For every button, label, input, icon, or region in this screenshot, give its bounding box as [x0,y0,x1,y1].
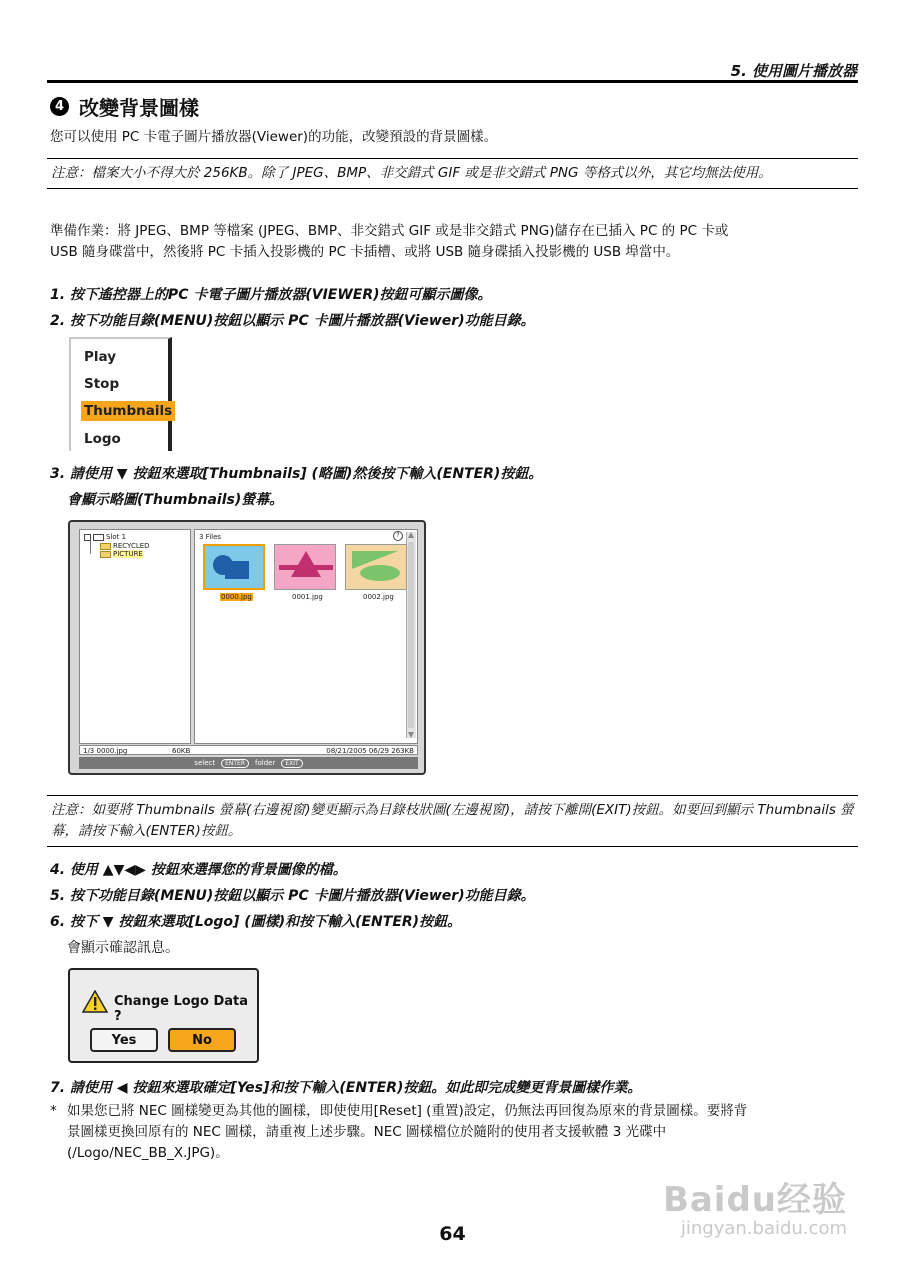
status-bar [79,745,418,755]
triangle-shape [291,551,321,577]
folder-icon [100,551,111,558]
page-number: 64 [439,1223,466,1245]
thumbnail-label-0001: 0001.jpg [292,593,323,601]
step-3-sub: 會顯示略圖(Thumbnails)螢幕。 [67,492,284,508]
status-size: 60KB [172,747,191,755]
thumbnail-0000[interactable] [203,544,265,590]
scroll-thumb[interactable] [408,542,414,728]
dialog-message: Change Logo Data ? [114,994,248,1024]
scroll-up-icon[interactable] [408,532,414,538]
enter-key-icon: ENTER [221,759,249,768]
tree-root[interactable] [84,533,126,541]
step-7: 7. 請使用 ◀ 按鈕來選取確定[Yes]和按下輸入(ENTER)按鈕。如此即完成變更背景圖樣作業。 [50,1080,642,1096]
folder-icon [100,543,111,550]
help-folder-label: folder [255,759,276,767]
tree-item-label: PICTURE [113,550,143,558]
menu-item-thumbnails[interactable]: Thumbnails [81,401,175,421]
tree-item-picture[interactable] [100,550,143,558]
step-1: 1. 按下遙控器上的PC 卡電子圖片播放器(VIEWER)按鈕可顯示圖像。 [50,287,492,303]
file-count: 3 Files [199,533,222,541]
folder-tree-pane [79,529,191,744]
thumbnail-0002[interactable] [345,544,407,590]
tree-item-label: RECYCLED [113,542,150,550]
footnote-line-2: 景圖樣更換回原有的 NEC 圖樣，請重複上述步驟。NEC 圖樣檔位於隨附的使用者支援軟體 3 光碟中 [67,1124,667,1140]
preparation-line-1: 準備作業：將 JPEG、BMP 等檔案 (JPEG、BMP、非交錯式 GIF 或是非交錯式 PNG)儲存在已插入 PC 的 PC 卡或 [50,223,729,239]
step-6: 6. 按下 ▼ 按鈕來選取[Logo] (圖樣)和按下輸入(ENTER)按鈕。 [50,914,462,930]
step-4: 4. 使用 ▲▼◀▶ 按鈕來選擇您的背景圖像的檔。 [50,862,347,878]
footnote-line-1: 如果您已將 NEC 圖樣變更為其他的圖樣，即使使用[Reset] (重置)設定，仍無法再回復為原來的背景圖樣。要將背 [67,1103,748,1119]
watermark-url: jingyan.baidu.com [680,1218,847,1239]
menu-item-stop[interactable]: Stop [84,376,120,392]
exit-key-icon: EXIT [281,759,302,768]
help-icon[interactable]: ? [393,531,403,541]
thumbnail-label-0000: 0000.jpg [221,593,252,601]
header-rule [47,80,858,83]
preparation-text [50,221,858,263]
footnote [67,1101,858,1164]
section-title [50,92,199,121]
thumbnails-screen [68,520,426,775]
bar-shape [279,565,333,570]
help-bar [79,757,418,769]
change-logo-dialog [68,968,259,1063]
no-button[interactable]: No [168,1028,236,1052]
footnote-line-3: (/Logo/NEC_BB_X.JPG)。 [67,1145,229,1161]
warning-icon [82,990,108,1013]
step-3: 3. 請使用 ▼ 按鈕來選取[Thumbnails] (略圖)然後按下輸入(ENTER)按鈕。 [50,466,543,482]
footnote-marker: * [50,1103,57,1119]
preparation-line-2: USB 隨身碟當中，然後將 PC 卡插入投影機的 PC 卡插槽、或將 USB 隨身碟插入投影機的 USB 埠當中。 [50,244,680,260]
note-exit-enter: 注意：如要將 Thumbnails 螢幕(右邊視窗)變更顯示為目錄枝狀圖(左邊視窗)，請按下離開(EXIT)按鈕。如要回到顯示 Thumbnails 螢幕，請按下輸入(ENTER)按鈕。 [47,795,858,847]
intro-text: 您可以使用 PC 卡電子圖片播放器(Viewer)的功能，改變預設的背景圖樣。 [50,129,498,145]
thumbnail-pane [194,529,418,744]
ellipse-shape [360,565,400,581]
watermark-logo: Baidu经验 [662,1180,847,1220]
scroll-down-icon[interactable] [408,732,414,738]
scrollbar[interactable] [406,532,416,738]
card-slot-icon [93,534,104,541]
tree-connector [90,541,91,554]
chapter-header: 5. 使用圖片播放器 [730,62,857,80]
section-title-text: 改變背景圖樣 [79,96,199,120]
viewer-menu [69,337,172,451]
square-shape [225,561,249,579]
menu-item-play[interactable]: Play [84,349,117,365]
expand-icon [84,534,91,541]
tree-root-label: Slot 1 [106,533,127,541]
menu-item-logo[interactable]: Logo [84,431,121,447]
thumbnail-label-0002: 0002.jpg [363,593,394,601]
yes-button[interactable]: Yes [90,1028,158,1052]
tree-item-recycled[interactable] [100,542,150,550]
status-date: 08/21/2005 06/29 263KB [326,747,414,755]
section-number-badge: 4 [50,97,69,116]
thumbnail-0001[interactable] [274,544,336,590]
step-5: 5. 按下功能目錄(MENU)按鈕以顯示 PC 卡圖片播放器(Viewer)功能目錄。 [50,888,535,904]
status-index: 1/3 0000.jpg [83,747,128,755]
step-6-sub: 會顯示確認訊息。 [67,940,179,956]
help-select-label: select [194,759,216,767]
step-2: 2. 按下功能目錄(MENU)按鈕以顯示 PC 卡圖片播放器(Viewer)功能目錄。 [50,313,535,329]
note-file-size: 注意：檔案大小不得大於 256KB。除了 JPEG、BMP、非交錯式 GIF 或是非交錯式 PNG 等格式以外，其它均無法使用。 [47,158,858,189]
